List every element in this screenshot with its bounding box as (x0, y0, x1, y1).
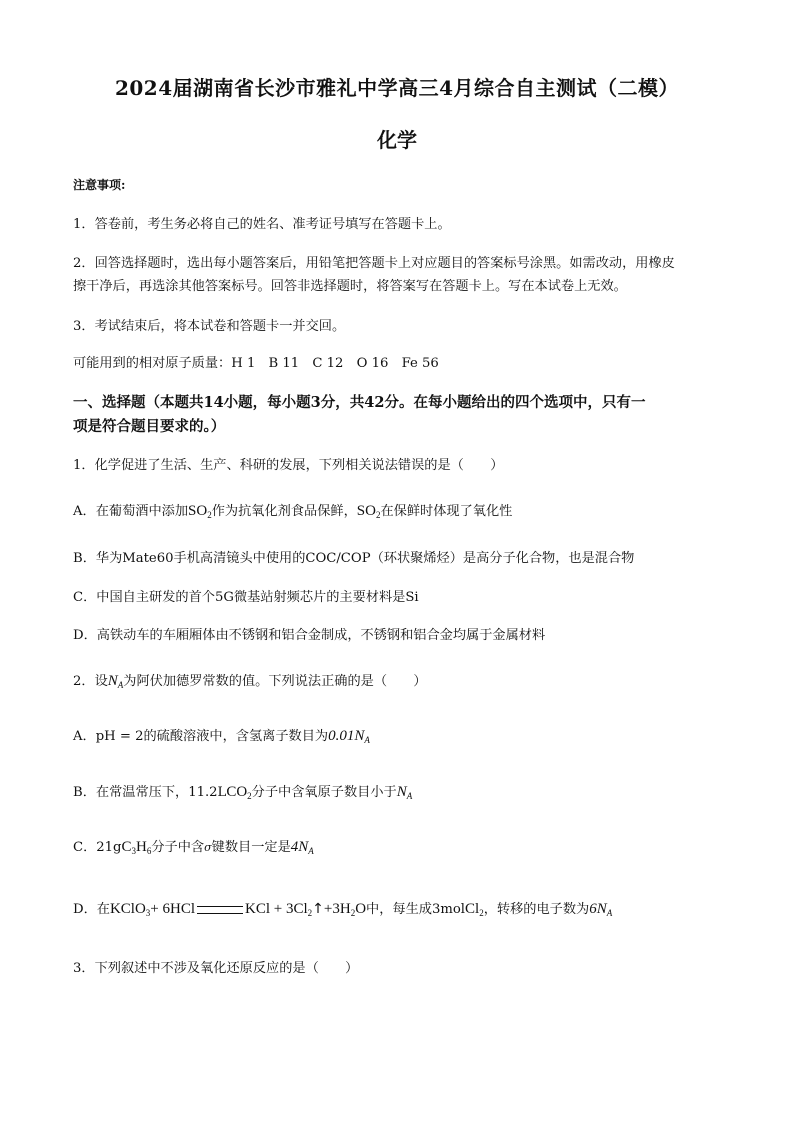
question-1-option-b: B．华为Mate60手机高清镜头中使用的COC/COP（环状聚烯烃）是高分子化合物，也是混合物 (73, 551, 635, 566)
question-1-option-a (73, 500, 512, 520)
formula-value: $6N_A$ (589, 901, 613, 918)
option-text: 作为抗氧化剂食品保鲜， (211, 504, 357, 519)
note-item-2: 2．回答选择题时，选出每小题答案后，用铅笔把答题卡上对应题目的答案标号涂黑。如需改动，用橡皮 (73, 256, 675, 271)
question-1-stem: 1．化学促进了生活、生产、科研的发展，下列相关说法错误的是（ ） (73, 458, 504, 473)
section-heading-cont: 项是符合题目要求的。） (73, 418, 226, 435)
question-2-option-d: D．在KClO$_3$+ 6HCl KCl + $3Cl_2↑+3H_2O$中，每生成3molCl$_2$，转移的电子数为$6N_A$ (73, 901, 613, 918)
formula-c3h6: $C_3H_6$ (121, 839, 152, 856)
option-text: 在保鲜时体现了氧化性 (380, 504, 513, 519)
section-heading: 一、选择题（本题共14小题，每小题3分，共42分。在每小题给出的四个选项中，只有一 (73, 394, 646, 411)
question-2-option-a: A．pH = 2的硫酸溶液中，含氢离子数目为$0.01N_A$ (73, 728, 370, 745)
question-3-stem: 3．下列叙述中不涉及氧化还原反应的是（ ） (73, 961, 359, 976)
equals-sign-icon (197, 906, 243, 914)
subject-title: 化学 (377, 128, 417, 152)
note-item-2-cont: 擦干净后，再选涂其他答案标号。回答非选择题时，将答案写在答题卡上。写在本试卷上无效。 (73, 279, 627, 294)
formula-co2: $CO_2$ (226, 784, 252, 801)
sigma-symbol: σ (204, 841, 212, 854)
formula-value: $4N_A$ (290, 839, 314, 856)
avogadro-symbol: $N_A$ (107, 673, 124, 690)
question-2-option-c: C．$21gC_3H_6$分子中含σ键数目一定是$4N_A$ (73, 839, 314, 856)
option-text: A．在葡萄酒中添加 (73, 504, 189, 519)
gas-arrow-icon: ↑ (312, 901, 324, 917)
note-item-3: 3．考试结束后，将本试卷和答题卡一并交回。 (73, 319, 346, 334)
question-1-option-c: C．中国自主研发的首个5G微基站射频芯片的主要材料是Si (73, 590, 419, 605)
formula-value: $0.01N_A$ (328, 728, 370, 745)
question-2-option-b: B．在常温常压下，$11.2LCO_2$分子中含氧原子数目小于$N_A$ (73, 784, 413, 801)
page-title: 2024届湖南省长沙市雅礼中学高三4月综合自主测试（二模） (114, 76, 680, 100)
formula-cl2: $Cl_2$ (465, 901, 484, 918)
atomic-masses: 可能用到的相对原子质量：H 1 B 11 C 12 O 16 Fe 56 (73, 356, 439, 371)
formula-so2: $SO_2$ (188, 503, 212, 520)
note-item-1: 1．答卷前，考生务必将自己的姓名、准考证号填写在答题卡上。 (73, 217, 451, 232)
question-2-stem: 2．设$N_A$为阿伏加德罗常数的值。下列说法正确的是（ ） (73, 673, 427, 690)
question-1-option-d: D．高铁动车的车厢厢体由不锈钢和铝合金制成，不锈钢和铝合金均属于金属材料 (73, 628, 546, 643)
avogadro-symbol: $N_A$ (396, 784, 413, 801)
reaction-equation: KClO$_3$+ 6HCl KCl + $3Cl_2↑+3H_2O$ (109, 901, 367, 918)
formula-so2: $SO_2$ (356, 503, 381, 520)
notes-heading: 注意事项: (73, 178, 126, 192)
